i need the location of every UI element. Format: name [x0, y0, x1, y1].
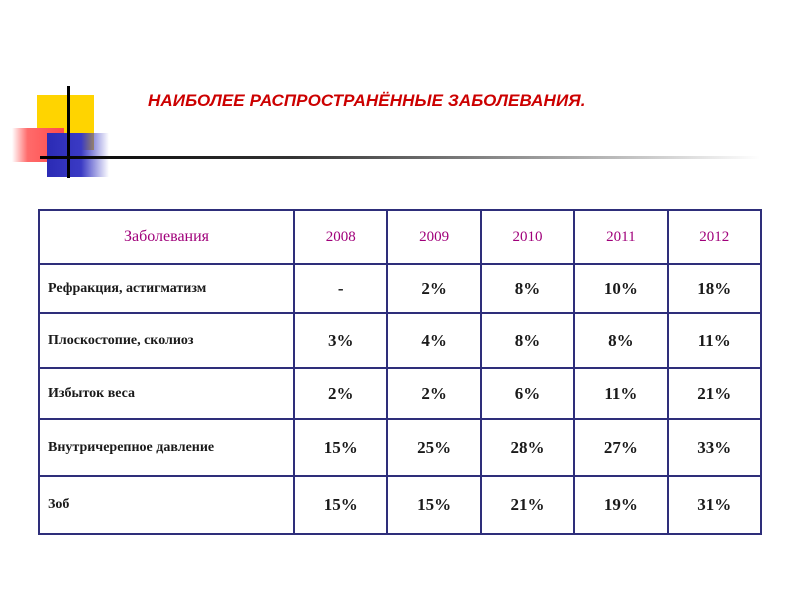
table-cell: 33%: [668, 419, 761, 476]
table-cell: 25%: [387, 419, 480, 476]
table-cell: 19%: [574, 476, 667, 534]
table-cell: 15%: [294, 476, 387, 534]
header-cell: 2012: [668, 210, 761, 264]
header-cell: 2010: [481, 210, 574, 264]
table-cell: -: [294, 264, 387, 313]
table-cell: 11%: [668, 313, 761, 368]
table-cell: 2%: [294, 368, 387, 419]
header-cell: 2009: [387, 210, 480, 264]
table-cell: 31%: [668, 476, 761, 534]
table-row: [39, 476, 761, 534]
decor-horizontal-line: [40, 156, 760, 159]
header-cell: 2008: [294, 210, 387, 264]
row-label: Плоскостопие, сколиоз: [39, 313, 294, 368]
decor-blue-square: [47, 133, 109, 177]
table-cell: 10%: [574, 264, 667, 313]
table-cell: 8%: [481, 313, 574, 368]
table-row: [39, 313, 761, 368]
table-cell: 8%: [574, 313, 667, 368]
table-cell: 11%: [574, 368, 667, 419]
table-cell: 8%: [481, 264, 574, 313]
row-label: Рефракция, астигматизм: [39, 264, 294, 313]
table-cell: 15%: [294, 419, 387, 476]
table-cell: 18%: [668, 264, 761, 313]
table-cell: 21%: [481, 476, 574, 534]
table-cell: 2%: [387, 264, 480, 313]
row-label: Зоб: [39, 476, 294, 534]
decor-vertical-line: [67, 86, 70, 178]
table-cell: 27%: [574, 419, 667, 476]
slide-title: НАИБОЛЕЕ РАСПРОСТРАНЁННЫЕ ЗАБОЛЕВАНИЯ.: [148, 91, 586, 110]
table-cell: 3%: [294, 313, 387, 368]
header-cell: Заболевания: [39, 210, 294, 264]
table-cell: 4%: [387, 313, 480, 368]
table-cell: 28%: [481, 419, 574, 476]
header-cell: 2011: [574, 210, 667, 264]
row-label: Избыток веса: [39, 368, 294, 419]
diseases-table: [38, 209, 762, 535]
table-cell: 2%: [387, 368, 480, 419]
table-cell: 15%: [387, 476, 480, 534]
table-cell: 21%: [668, 368, 761, 419]
table-header-row: [39, 210, 761, 264]
table-row: [39, 368, 761, 419]
table-row: [39, 264, 761, 313]
row-label: Внутричерепное давление: [39, 419, 294, 476]
table-row: [39, 419, 761, 476]
table-cell: 6%: [481, 368, 574, 419]
